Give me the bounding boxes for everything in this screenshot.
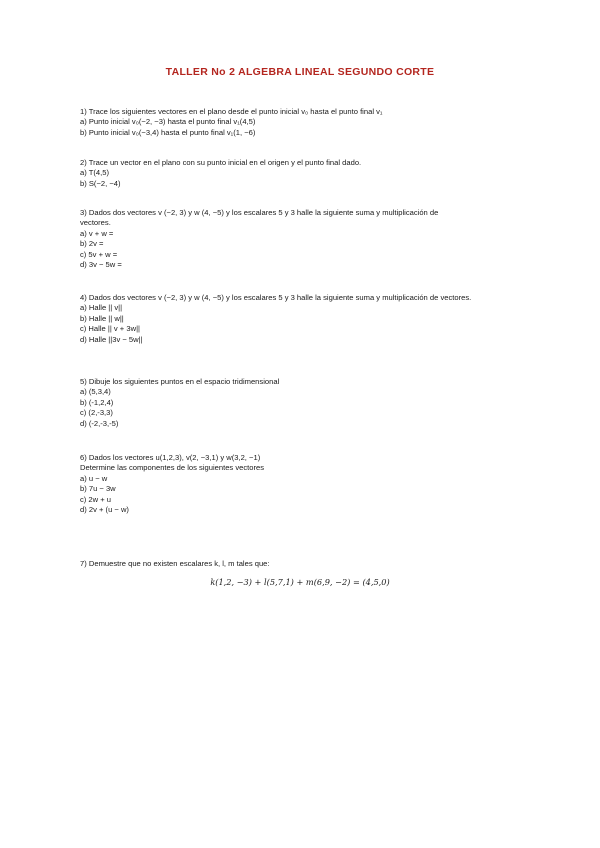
q1-heading: 1) Trace los siguientes vectores en el plano desde el punto inicial v₀ hasta el punto final v₁ [80,107,383,116]
q6-subheading: Determine las componentes de los siguientes vectores [80,463,265,473]
q5-heading: 5) Dibuje los siguientes puntos en el espacio tridimensional [80,377,280,386]
q7-equation: k(1,2, −3) + l(5,7,1) + m(6,9, −2) = (4,5,0) [210,577,390,587]
q2-heading: 2) Trace un vector en el plano con su punto inicial en el origen y el punto final dado. [80,158,362,167]
q7-heading: 7) Demuestre que no existen escalares k, l, m tales que: [80,559,270,568]
q4-item-a: a) Halle || v|| [80,303,123,313]
q6-item-d: d) 2v + (u − w) [80,505,129,515]
question-3 [80,208,540,270]
q4-item-c: c) Halle || v + 3w|| [80,324,141,334]
question-5 [80,377,540,429]
q3-heading-line-2: vectores. [80,218,111,228]
q3-item-d: d) 3v − 5w = [80,260,122,270]
q3-item-b: b) 2v = [80,239,104,249]
q4-item-b: b) Halle || w|| [80,313,124,323]
q5-item-d: d) (-2,-3,-5) [80,418,119,428]
q6-heading: 6) Dados los vectores u(1,2,3), v(2, −3,1) y w(3,2, −1) [80,453,261,462]
question-6 [80,453,540,515]
q6-item-b: b) 7u − 3w [80,484,116,494]
question-4 [80,293,540,345]
q6-item-c: c) 2w + u [80,494,112,504]
question-7 [80,559,540,569]
q3-item-c: c) 5v + w = [80,249,118,259]
q6-item-a: a) u − w [80,473,108,483]
q5-item-b: b) (-1,2,4) [80,397,114,407]
q5-item-c: c) (2,-3,3) [80,408,113,418]
q1-item-a: a) Punto inicial v₀(−2, −3) hasta el punto final v₁(4,5) [80,117,256,127]
question-1 [80,107,540,138]
q2-item-b: b) S(−2, −4) [80,178,121,188]
question-2 [80,158,540,189]
q4-heading: 4) Dados dos vectores v (−2, 3) y w (4, −5) y los escalares 5 y 3 halle la siguiente suma y multiplicación de vectores. [80,293,472,302]
q3-heading-line-1: 3) Dados dos vectores v (−2, 3) y w (4, −5) y los escalares 5 y 3 halle la siguiente suma y multiplicación de [80,208,439,217]
q3-item-a: a) v + w = [80,228,114,238]
q1-item-b: b) Punto inicial v₀(−3,4) hasta el punto final v₁(1, −6) [80,127,256,137]
document-title: TALLER No 2 ALGEBRA LINEAL SEGUNDO CORTE [165,66,435,78]
q5-item-a: a) (5,3,4) [80,387,111,397]
q4-item-d: d) Halle ||3v − 5w|| [80,334,143,344]
q2-item-a: a) T(4,5) [80,168,109,178]
